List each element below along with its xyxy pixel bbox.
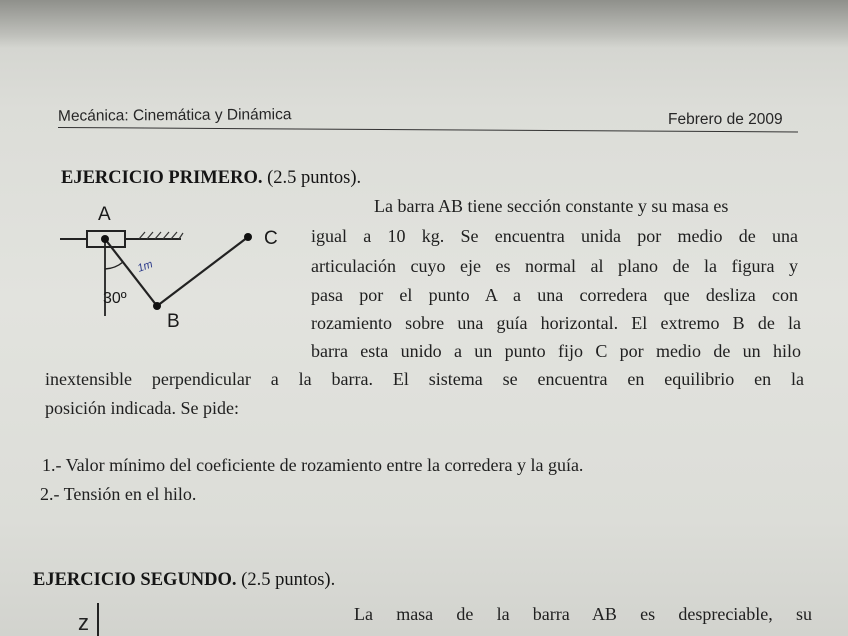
exam-date: Febrero de 2009 [668, 111, 783, 128]
question-1: 1.- Valor mínimo del coeficiente de rozamiento entre la corredera y la guía. [42, 455, 584, 475]
length-handwritten: 1m [135, 258, 155, 275]
ex1-line-2: igual a 10 kg. Se encuentra unida por medio de una [311, 226, 798, 246]
point-b [153, 302, 161, 310]
exercise-2-points: (2.5 puntos). [241, 570, 336, 590]
ex1-line-5: rozamiento sobre una guía horizontal. El extremo B de la [311, 313, 801, 333]
ex1-line-1: La barra AB tiene sección constante y su masa es [374, 196, 729, 216]
question-2: 2.- Tensión en el hilo. [40, 484, 197, 504]
angle-label: 30º [103, 290, 127, 307]
page-shadow [0, 0, 848, 48]
ex1-line-7: inextensible perpendicular a la barra. El sistema se encuentra en equilibrio en la [45, 369, 804, 389]
exercise-2-heading [33, 570, 335, 591]
point-a [101, 235, 109, 243]
z-axis-label: z [78, 610, 89, 635]
guide-hatching [139, 232, 183, 239]
exercise-2-title: EJERCICIO SEGUNDO. [33, 570, 237, 590]
label-a: A [98, 204, 111, 225]
z-axis-line [97, 603, 99, 636]
ex2-line-1: La masa de la barra AB es despreciable, su [354, 604, 812, 624]
point-c [244, 233, 252, 241]
angle-arc [105, 262, 123, 269]
label-b: B [167, 311, 180, 332]
exercise-1-title: EJERCICIO PRIMERO. [61, 168, 263, 188]
ex1-line-6: barra esta unido a un punto fijo C por medio de un hilo [311, 341, 801, 361]
string-bc [157, 237, 248, 306]
exercise-1-figure [55, 196, 295, 336]
ex1-line-8: posición indicada. Se pide: [45, 398, 239, 418]
course-title: Mecánica: Cinemática y Dinámica [57, 106, 292, 125]
ex1-line-3: articulación cuyo eje es normal al plano de la figura y [311, 256, 798, 276]
exercise-1-heading [61, 168, 361, 189]
label-c: C [264, 228, 278, 249]
exercise-1-points: (2.5 puntos). [267, 168, 362, 188]
ex1-line-4: pasa por el punto A a una corredera que desliza con [311, 285, 798, 305]
